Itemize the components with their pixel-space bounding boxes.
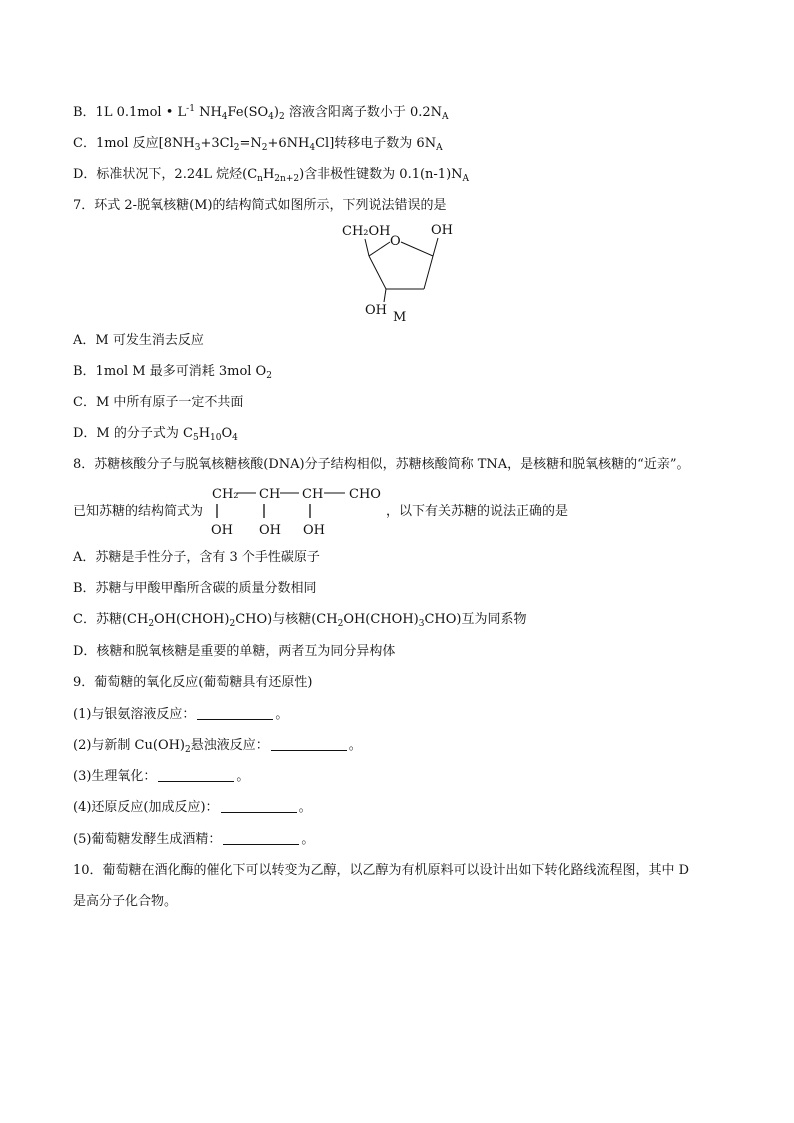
q7-option-b: B．1mol M 最多可消耗 3mol $O_2$ — [73, 364, 272, 381]
q7-option-a: A．M 可发生消去反应 — [73, 333, 204, 348]
answer-blank[interactable] — [197, 706, 273, 720]
q8-c2-label: CH — [259, 487, 281, 502]
q9-item-2: (2)与新制 $Cu(OH)_2$悬浊液反应： 。 — [73, 738, 362, 755]
q9-item-4: (4)还原反应(加成反应)： 。 — [73, 800, 312, 815]
q7-ch2oh-label: CH₂OH — [342, 224, 391, 239]
q6-option-d: D．标准状况下，2.24L 烷烃$(C_nH_{2n+2})$含非极性键数为 $0.1(n-1)N_A$ — [73, 167, 470, 184]
answer-blank[interactable] — [271, 737, 347, 751]
q6-option-c: C．1mol 反应$[8NH_3+3Cl_2=N_2+6NH_4Cl]$转移电子数为 $6N_A$ — [73, 136, 443, 153]
answer-blank[interactable] — [221, 799, 297, 813]
q8-c4-label: CHO — [349, 487, 381, 502]
q8-known-prefix: 已知苏糖的结构简式为 — [73, 504, 204, 519]
q9-item-3: (3)生理氧化： 。 — [73, 769, 250, 784]
answer-blank[interactable] — [223, 831, 299, 845]
q7-option-d: D．M 的分子式为 $C_5H_{10}O_4$ — [73, 426, 238, 443]
q8-stem: 8．苏糖核酸分子与脱氧核糖核酸(DNA)分子结构相似，苏糖核酸简称 TNA，是核糖和脱氧核糖的“近亲”。 — [73, 457, 690, 472]
q7-option-c: C．M 中所有原子一定不共面 — [73, 395, 244, 410]
q7-oh-bottom-label: OH — [365, 303, 387, 318]
q9-item-5: (5)葡萄糖发酵生成酒精： 。 — [73, 832, 315, 847]
q8-oh2-label: OH — [259, 523, 281, 538]
q8-option-c: C．苏糖$(CH_2OH(CHOH)_2CHO)$与核糖$(CH_2OH(CHOH)_3CHO)$互为同系物 — [73, 612, 527, 629]
q8-known-suffix: ，以下有关苏糖的说法正确的是 — [386, 504, 569, 519]
q8-c1-label: CH₂ — [212, 487, 239, 502]
q8-option-d: D．核糖和脱氧核糖是重要的单糖，两者互为同分异构体 — [73, 644, 396, 659]
q7-stem: 7．环式 2-脱氧核糖(M)的结构简式如图所示，下列说法错误的是 — [73, 198, 447, 213]
q7-label-m: M — [393, 310, 407, 325]
q7-ring-oxygen-label: O — [390, 234, 401, 249]
q9-item-1: (1)与银氨溶液反应： 。 — [73, 707, 289, 722]
answer-blank[interactable] — [158, 768, 234, 782]
q10-line-1: 10．葡萄糖在酒化酶的催化下可以转变为乙醇，以乙醇为有机原料可以设计出如下转化路线流程图，其中 D — [73, 863, 690, 878]
q8-threose-structure — [207, 482, 387, 538]
q9-stem: 9．葡萄糖的氧化反应(葡萄糖具有还原性) — [73, 675, 313, 690]
q8-option-a: A．苏糖是手性分子，含有 3 个手性碳原子 — [73, 550, 320, 565]
q7-oh-top-label: OH — [431, 223, 453, 238]
q8-oh1-label: OH — [211, 523, 233, 538]
q8-option-b: B．苏糖与甲酸甲酯所含碳的质量分数相同 — [73, 581, 317, 596]
q10-line-2: 是高分子化合物。 — [73, 894, 178, 909]
q7-molecule-structure — [320, 216, 470, 326]
q8-c3-label: CH — [302, 487, 324, 502]
q6-option-b: B．1L 0.1mol • $L^{-1}$ $NH_4Fe(SO_4)_2$ 溶液含阳离子数小于 $0.2N_A$ — [73, 104, 449, 122]
q8-oh3-label: OH — [303, 523, 325, 538]
